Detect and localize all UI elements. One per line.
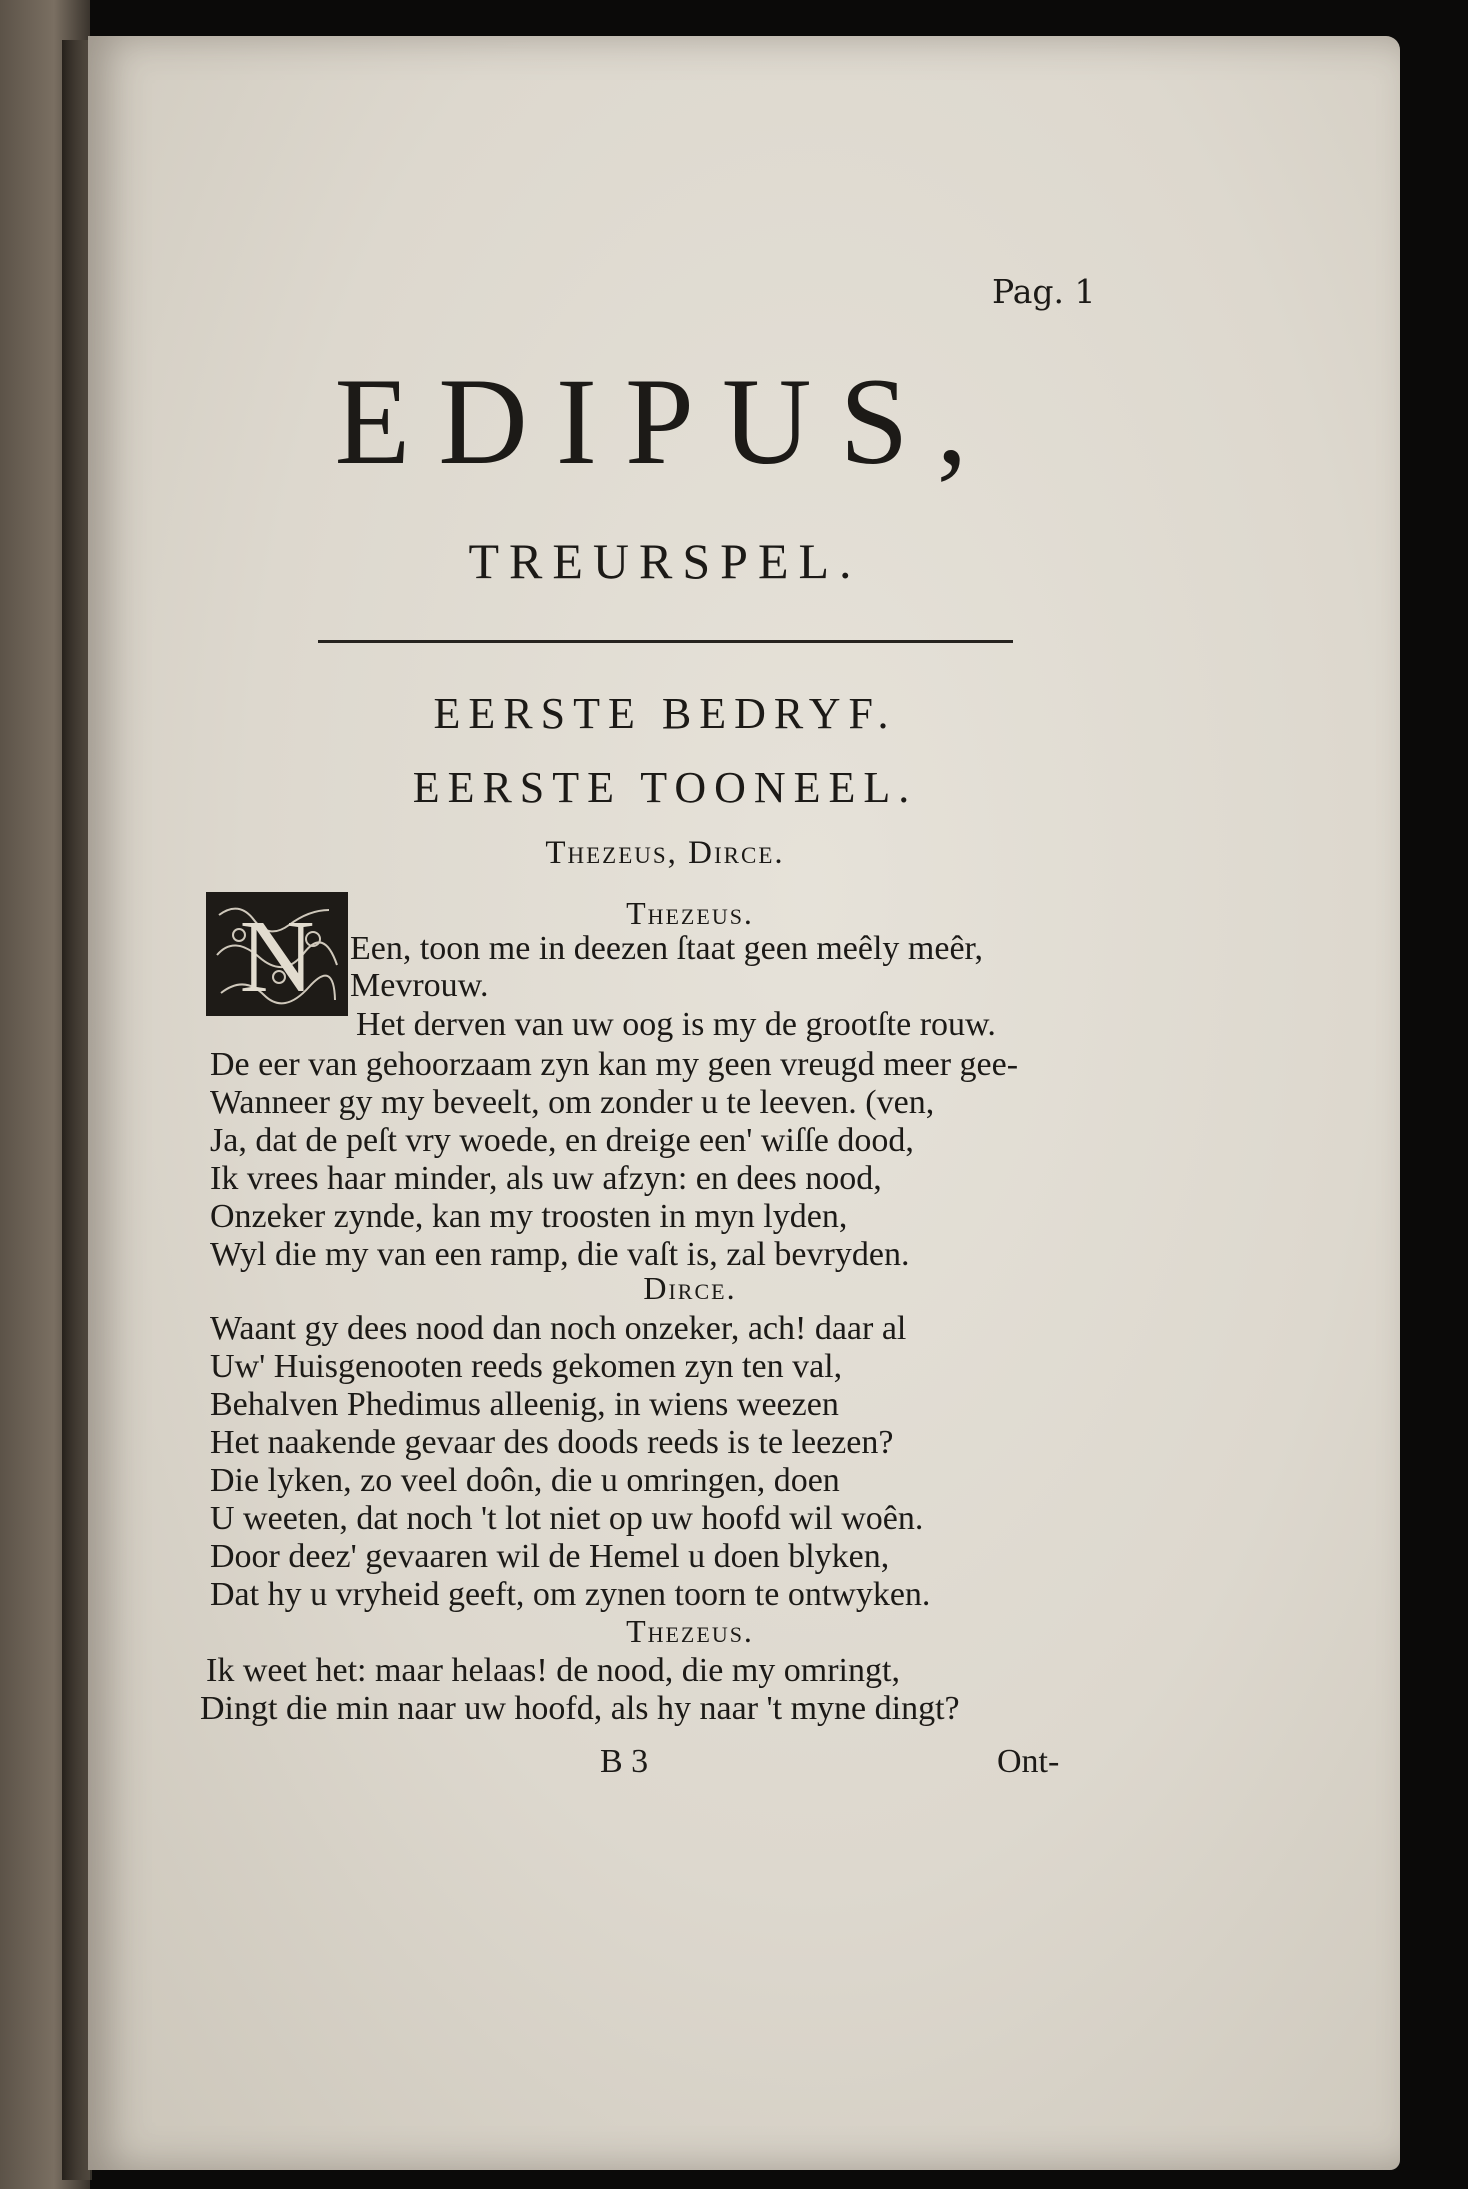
verse-line: Ik weet het: maar helaas! de nood, die my omringt,: [206, 1652, 900, 1689]
verse-line: Wyl die my van een ramp, die vaſt is, zal bevryden.: [210, 1236, 910, 1273]
verse-line: Dingt die min naar uw hoofd, als hy naar 't myne dingt?: [200, 1690, 960, 1727]
act-heading: EERSTE BEDRYF.: [433, 689, 897, 738]
verse-line: Een, toon me in deezen ſtaat geen meêly meêr,: [350, 930, 984, 967]
play-title: EDIPUS,: [334, 353, 996, 490]
catchword: Ont-: [997, 1743, 1060, 1780]
speaker-thezeus: Thezeus.: [626, 1613, 754, 1649]
verse-line: U weeten, dat noch 't lot niet op uw hoofd wil woên.: [210, 1500, 924, 1537]
verse-line: Mevrouw.: [350, 967, 489, 1004]
verse-line: Het derven van uw oog is my de grootſte rouw.: [356, 1006, 996, 1043]
verse-line: Door deez' gevaaren wil de Hemel u doen blyken,: [210, 1538, 890, 1575]
drop-cap-letter: N: [239, 899, 315, 1013]
verse-line: De eer van gehoorzaam zyn kan my geen vreugd meer gee-: [210, 1046, 1019, 1083]
title-divider: [318, 640, 1013, 643]
verse-line: Waant gy dees nood dan noch onzeker, ach! daar al: [210, 1310, 907, 1347]
verse-line: Die lyken, zo veel doôn, die u omringen, doen: [210, 1462, 840, 1499]
verse-line: Ik vrees haar minder, als uw afzyn: en dees nood,: [210, 1160, 882, 1197]
play-subtitle: TREURSPEL.: [468, 533, 862, 589]
verse-line: Onzeker zynde, kan my troosten in myn lyden,: [210, 1198, 848, 1235]
speaker-dirce: Dirce.: [643, 1270, 737, 1306]
scene-characters: Thezeus, Dirce.: [545, 835, 785, 871]
signature-mark: B 3: [600, 1743, 649, 1780]
drop-cap-ornament-pattern: [209, 895, 345, 1013]
speaker-thezeus: Thezeus.: [626, 895, 754, 931]
verse-line: Ja, dat de peſt vry woede, en dreige een' wiſſe dood,: [210, 1122, 914, 1159]
page-number: Pag. 1: [992, 272, 1096, 311]
drop-cap-ornament: [206, 892, 348, 1016]
scene-heading: EERSTE TOONEEL.: [412, 763, 918, 812]
verse-line: Het naakende gevaar des doods reeds is te leezen?: [210, 1424, 894, 1461]
verse-line: Dat hy u vryheid geeft, om zynen toorn te ontwyken.: [210, 1576, 931, 1613]
verse-line: Uw' Huisgenooten reeds gekomen zyn ten val,: [210, 1348, 843, 1385]
verse-line: Behalven Phedimus alleenig, in wiens weezen: [210, 1386, 839, 1423]
verse-line: Wanneer gy my beveelt, om zonder u te leeven. (ven,: [210, 1084, 935, 1121]
